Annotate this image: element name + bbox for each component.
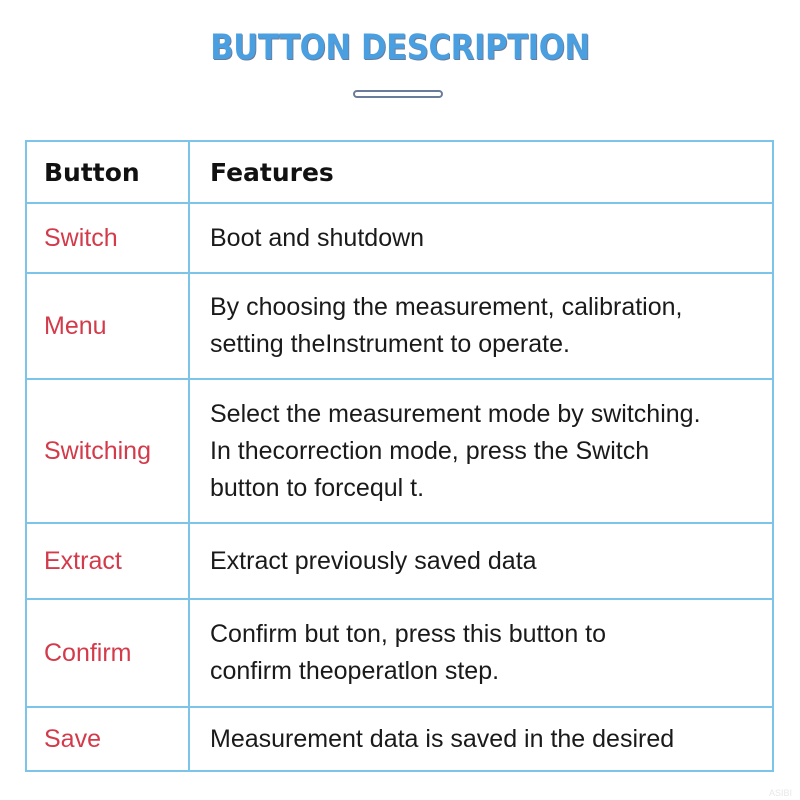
features-line: button to forcequl t. xyxy=(210,473,425,502)
table-row xyxy=(26,379,773,523)
features-line: Confirm but ton, press this button to xyxy=(210,620,607,648)
features-cell xyxy=(189,707,773,771)
button-name-cell: Confirm xyxy=(26,599,189,707)
table-row xyxy=(26,273,773,379)
header-features: Features xyxy=(189,141,773,203)
header-button: Button xyxy=(26,141,189,203)
table-row xyxy=(26,707,773,771)
features-line: By choosing the measurement, calibration, xyxy=(210,293,683,321)
features-cell xyxy=(189,599,773,707)
features-cell xyxy=(189,273,773,379)
features-line: Select the measurement mode by switching. xyxy=(210,399,701,428)
button-name-cell: Save xyxy=(26,707,189,771)
button-name-cell: Switching xyxy=(26,379,189,523)
table-header-row xyxy=(26,141,773,203)
features-line: Boot and shutdown xyxy=(210,223,425,252)
table-row xyxy=(26,523,773,599)
button-description-table xyxy=(25,140,774,772)
button-name-cell: Menu xyxy=(26,273,189,379)
features-line: confirm theoperatlon step. xyxy=(210,657,500,685)
table-row xyxy=(26,203,773,273)
features-cell xyxy=(189,203,773,273)
features-line: Measurement data is saved in the desired xyxy=(210,724,675,753)
title-divider xyxy=(353,90,443,98)
features-line: setting theInstrument to operate. xyxy=(210,330,570,358)
features-line: Extract previously saved data xyxy=(210,546,537,575)
button-name-cell: Switch xyxy=(26,203,189,273)
table-row xyxy=(26,599,773,707)
features-cell xyxy=(189,523,773,599)
page-title: BUTTON DESCRIPTION xyxy=(210,28,590,68)
features-cell xyxy=(189,379,773,523)
watermark: ASIBI xyxy=(768,788,792,798)
features-line: In thecorrection mode, press the Switch xyxy=(210,436,650,465)
button-name-cell: Extract xyxy=(26,523,189,599)
